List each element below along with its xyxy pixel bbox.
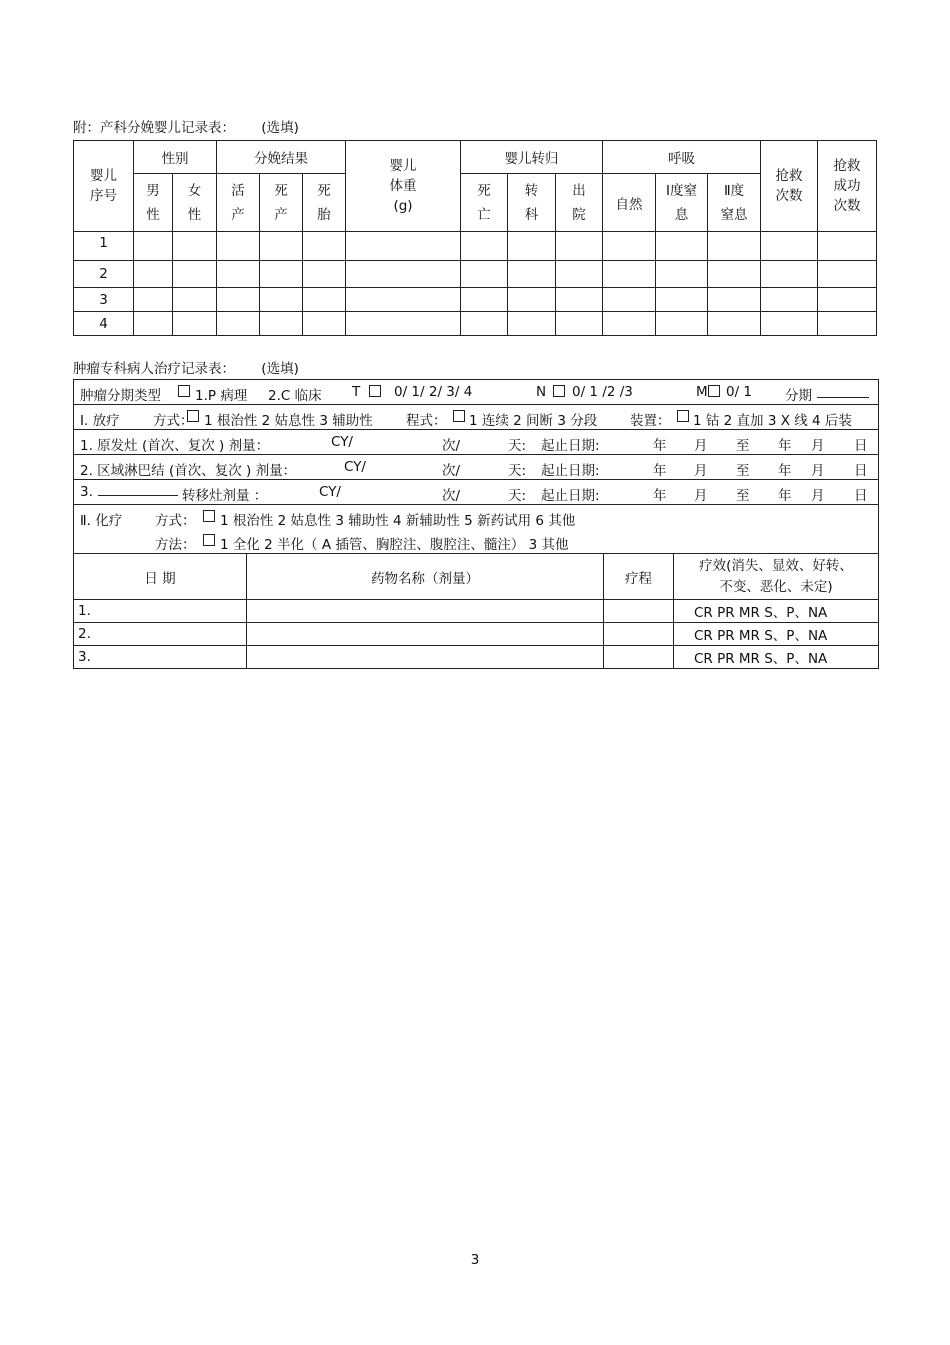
effect-options[interactable]: CR PR MR S、P、NA bbox=[674, 623, 879, 646]
dose-days: 天: bbox=[508, 488, 527, 504]
year-label: 年 bbox=[653, 438, 667, 454]
header-infant-outcome: 婴儿转归 bbox=[461, 141, 603, 174]
page-number: 3 bbox=[470, 1252, 480, 1268]
chemo-method-label: 方法： bbox=[155, 537, 196, 553]
chemotherapy-row bbox=[74, 505, 879, 554]
row-number: 2. bbox=[74, 623, 247, 646]
staging-c-option: 2.C 临床 bbox=[268, 388, 322, 404]
radio-course-checkbox[interactable] bbox=[453, 409, 465, 425]
dose-cy: CY/ bbox=[319, 484, 341, 500]
month-label: 月 bbox=[811, 488, 825, 504]
effect-options[interactable]: CR PR MR S、P、NA bbox=[674, 646, 879, 669]
header-rescue-count: 抢救次数 bbox=[761, 141, 818, 232]
header-live-birth: 活产 bbox=[217, 174, 260, 232]
staging-n-values: 0/ 1 /2 /3 bbox=[572, 384, 633, 400]
radio-device-checkbox[interactable] bbox=[677, 409, 689, 425]
year-label: 年 bbox=[778, 438, 792, 454]
tumor-caption bbox=[73, 357, 299, 377]
header-delivery-result: 分娩结果 bbox=[217, 141, 346, 174]
header-asphyxia-2: Ⅱ度窒息 bbox=[708, 174, 761, 232]
course-cell[interactable] bbox=[604, 646, 674, 669]
header-natural: 自然 bbox=[603, 174, 656, 232]
to-label: 至 bbox=[736, 438, 750, 454]
staging-row bbox=[74, 380, 879, 405]
year-label: 年 bbox=[653, 488, 667, 504]
tumor-optional-note: (选填) bbox=[261, 361, 299, 377]
header-gender: 性别 bbox=[134, 141, 217, 174]
header-asphyxia-1: Ⅰ度窒息 bbox=[656, 174, 708, 232]
infant-seq-cell: 1 bbox=[74, 232, 134, 261]
radiotherapy-row bbox=[74, 405, 879, 430]
date-range-label: 起止日期: bbox=[541, 463, 600, 479]
metastasis-number: 3. bbox=[80, 484, 93, 500]
table-row bbox=[74, 600, 879, 623]
tumor-treatment-table bbox=[73, 379, 879, 669]
chemo-method-options: 1 全化 2 半化（ A 插管、胸腔注、腹腔注、髓注） 3 其他 bbox=[220, 537, 569, 553]
staging-p-checkbox[interactable] bbox=[178, 384, 190, 400]
month-label: 月 bbox=[694, 438, 708, 454]
radio-mode-options: 1 根治性 2 姑息性 3 辅助性 bbox=[204, 413, 373, 429]
staging-stage-label: 分期 bbox=[785, 388, 812, 404]
lymph-node-label: 2. 区域淋巴结 (首次、复次 ) 剂量： bbox=[80, 463, 297, 479]
course-cell[interactable] bbox=[604, 600, 674, 623]
header-infant-weight: 婴儿 体重 (g) bbox=[346, 141, 461, 232]
staging-t-label: T bbox=[352, 384, 361, 400]
primary-site-label: 1. 原发灶 (首次、复次 ) 剂量： bbox=[80, 438, 270, 454]
year-label: 年 bbox=[778, 463, 792, 479]
month-label: 月 bbox=[694, 488, 708, 504]
day-label: 日 bbox=[854, 438, 868, 454]
table-row bbox=[74, 623, 879, 646]
date-range-label: 起止日期: bbox=[541, 438, 600, 454]
drug-name-cell[interactable] bbox=[247, 623, 604, 646]
radio-device-options: 1 钴 2 直加 3 X 线 4 后装 bbox=[693, 413, 852, 429]
header-effect-line1: 疗效(消失、显效、好转、 bbox=[699, 557, 853, 574]
staging-stage-blank[interactable] bbox=[817, 384, 869, 400]
month-label: 月 bbox=[811, 463, 825, 479]
month-label: 月 bbox=[811, 438, 825, 454]
drug-name-cell[interactable] bbox=[247, 646, 604, 669]
header-date: 日 期 bbox=[74, 554, 247, 600]
month-label: 月 bbox=[694, 463, 708, 479]
table-row bbox=[74, 288, 877, 312]
chemo-mode-options: 1 根治性 2 姑息性 3 辅助性 4 新辅助性 5 新药试用 6 其他 bbox=[220, 513, 576, 529]
header-male: 男性 bbox=[134, 174, 173, 232]
chemo-mode-label: 方式： bbox=[155, 513, 196, 529]
header-female: 女性 bbox=[173, 174, 217, 232]
header-stillbirth: 死产 bbox=[260, 174, 303, 232]
infant-seq-cell: 3 bbox=[74, 288, 134, 312]
header-breathing: 呼吸 bbox=[603, 141, 761, 174]
date-range-label: 起止日期: bbox=[541, 488, 600, 504]
metastasis-row bbox=[74, 480, 879, 505]
lymph-node-row bbox=[74, 455, 879, 480]
metastasis-label: 转移灶剂量 ： bbox=[182, 488, 268, 504]
staging-m-checkbox[interactable] bbox=[708, 384, 720, 400]
year-label: 年 bbox=[778, 488, 792, 504]
staging-n-checkbox[interactable] bbox=[553, 384, 565, 400]
radio-course-options: 1 连续 2 间断 3 分段 bbox=[469, 413, 598, 429]
dose-times: 次/ bbox=[442, 438, 461, 454]
header-course: 疗程 bbox=[604, 554, 674, 600]
table-row bbox=[74, 261, 877, 288]
dose-days: 天: bbox=[508, 438, 527, 454]
infant-seq-cell: 2 bbox=[74, 261, 134, 288]
drug-name-cell[interactable] bbox=[247, 600, 604, 623]
radiotherapy-title: Ⅰ. 放疗 bbox=[80, 413, 120, 429]
staging-p-option: 1.P 病理 bbox=[195, 388, 248, 404]
chemo-method-checkbox[interactable] bbox=[203, 533, 215, 549]
header-dead-fetus: 死胎 bbox=[303, 174, 346, 232]
obstetric-caption-text: 附：产科分娩婴儿记录表： bbox=[73, 120, 235, 136]
header-effect bbox=[674, 554, 879, 600]
table-row bbox=[74, 232, 877, 261]
radio-mode-checkbox[interactable] bbox=[187, 409, 199, 425]
obstetric-caption bbox=[73, 116, 299, 136]
primary-site-row bbox=[74, 430, 879, 455]
obstetric-infant-table bbox=[73, 140, 877, 336]
header-death: 死亡 bbox=[461, 174, 508, 232]
course-cell[interactable] bbox=[604, 623, 674, 646]
dose-cy: CY/ bbox=[331, 434, 353, 450]
staging-label: 肿瘤分期类型 bbox=[80, 388, 161, 404]
dose-days: 天: bbox=[508, 463, 527, 479]
header-effect-line2: 不变、恶化、未定) bbox=[719, 578, 833, 595]
day-label: 日 bbox=[854, 488, 868, 504]
metastasis-site-blank[interactable] bbox=[98, 482, 178, 498]
staging-m-values: 0/ 1 bbox=[726, 384, 753, 400]
to-label: 至 bbox=[736, 463, 750, 479]
radio-mode-label: 方式： bbox=[153, 413, 194, 429]
effect-options[interactable]: CR PR MR S、P、NA bbox=[674, 600, 879, 623]
obstetric-optional-note: (选填) bbox=[261, 120, 299, 136]
dose-cy: CY/ bbox=[344, 459, 366, 475]
staging-m-label: M bbox=[696, 384, 708, 400]
chemotherapy-title: Ⅱ. 化疗 bbox=[80, 513, 123, 529]
dose-times: 次/ bbox=[442, 463, 461, 479]
header-drug-name: 药物名称（剂量） bbox=[247, 554, 604, 600]
row-number: 1. bbox=[74, 600, 247, 623]
staging-t-checkbox[interactable] bbox=[369, 384, 381, 400]
table-row bbox=[74, 646, 879, 669]
infant-seq-cell: 4 bbox=[74, 312, 134, 336]
year-label: 年 bbox=[653, 463, 667, 479]
dose-times: 次/ bbox=[442, 488, 461, 504]
tumor-caption-text: 肿瘤专科病人治疗记录表： bbox=[73, 361, 235, 377]
header-discharge: 出院 bbox=[556, 174, 603, 232]
day-label: 日 bbox=[854, 463, 868, 479]
row-number: 3. bbox=[74, 646, 247, 669]
chemo-mode-checkbox[interactable] bbox=[203, 509, 215, 525]
staging-t-values: 0/ 1/ 2/ 3/ 4 bbox=[394, 384, 473, 400]
header-infant-seq: 婴儿序号 bbox=[74, 141, 134, 232]
header-rescue-success: 抢救成功次数 bbox=[818, 141, 877, 232]
header-transfer: 转科 bbox=[508, 174, 556, 232]
radio-device-label: 装置： bbox=[630, 413, 671, 429]
table-row bbox=[74, 312, 877, 336]
radio-course-label: 程式： bbox=[406, 413, 447, 429]
staging-n-label: N bbox=[536, 384, 547, 400]
to-label: 至 bbox=[736, 488, 750, 504]
